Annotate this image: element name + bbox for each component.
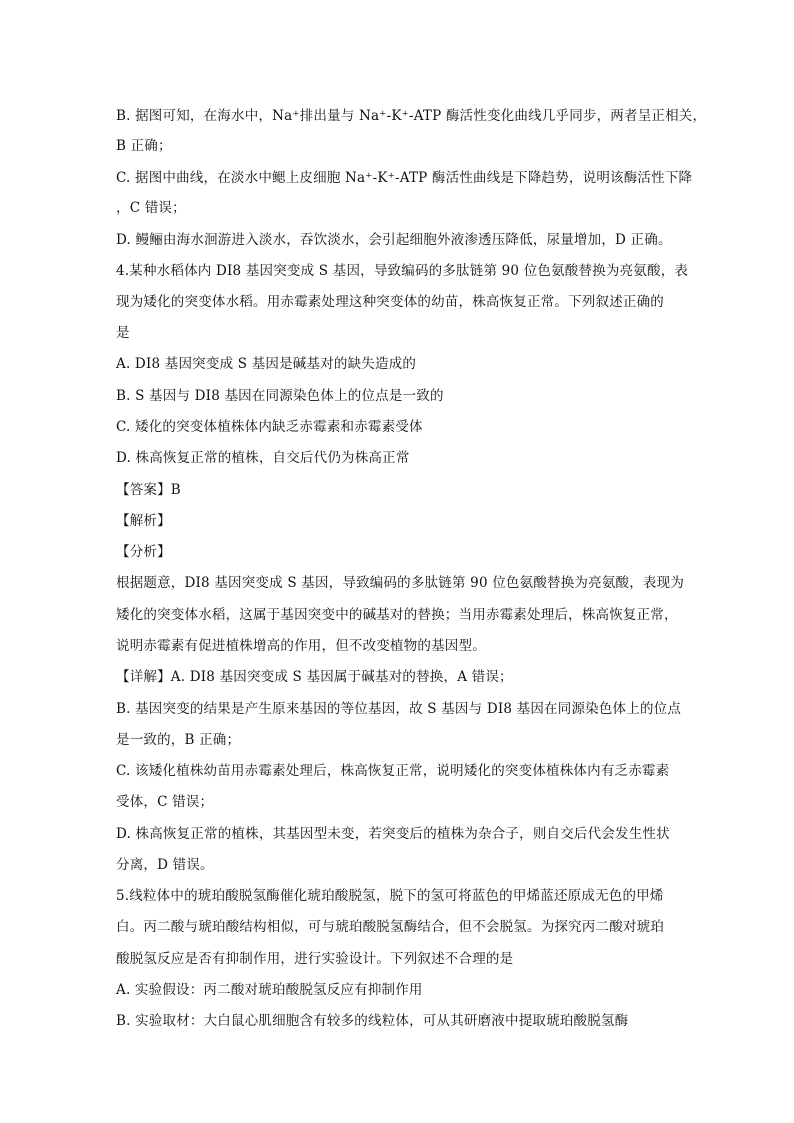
text-line: B 正确； (116, 138, 172, 154)
text-line: D. 鳗鲡由海水洄游进入淡水，吞饮淡水，会引起细胞外液渗透压降低，尿量增加，D 正确。 (116, 232, 672, 248)
text-line: 根据题意，DI8 基因突变成 S 基因，导致编码的多肽链第 90 位色氨酸替换为亮氨酸，表现为 (116, 575, 685, 591)
option-b: B. 实验取材：大白鼠心肌细胞含有较多的线粒体，可从其研磨液中提取琥珀酸脱氢酶 (116, 1013, 629, 1029)
text-line: B. 基因突变的结果是产生原来基因的等位基因，故 S 基因与 DI8 基因在同源染色体上的位点 (116, 701, 682, 717)
text-line: 说明赤霉素有促进植株增高的作用，但不改变植物的基因型。 (116, 638, 486, 654)
text-line: C. 据图中曲线，在淡水中鳃上皮细胞 Na⁺-K⁺-ATP 酶活性曲线是下降趋势，说明该酶活性下降 (116, 170, 693, 186)
detail-line: 【详解】A. DI8 基因突变成 S 基因属于碱基对的替换，A 错误； (116, 669, 513, 685)
text-line: ，C 错误； (116, 200, 186, 216)
text-line: 是一致的，B 正确； (116, 732, 241, 748)
text-line: D. 株高恢复正常的植株，其基因型未变，若突变后的植株为杂合子，则自交后代会发生性状 (116, 826, 670, 842)
option-d: D. 株高恢复正常的植株，自交后代仍为株高正常 (116, 450, 410, 466)
text-line: C. 该矮化植株幼苗用赤霉素处理后，株高恢复正常，说明矮化的突变体植株体内有乏赤霉素 (116, 763, 670, 779)
text-line: 受体，C 错误； (116, 794, 214, 810)
text-line: 白。丙二酸与琥珀酸结构相似，可与琥珀酸脱氢酶结合，但不会脱氢。为探究丙二酸对琥珀 (116, 919, 664, 935)
option-c: C. 矮化的突变体植株体内缺乏赤霉素和赤霉素受体 (116, 419, 423, 435)
text-line: 分离，D 错误。 (116, 857, 214, 873)
text-line: 现为矮化的突变体水稻。用赤霉素处理这种突变体的幼苗，株高恢复正常。下列叙述正确的 (116, 294, 664, 310)
analysis-label: 【解析】 (116, 513, 171, 529)
answer-label: 【答案】B (116, 482, 181, 498)
text-line: B. 据图可知，在海水中，Na⁺排出量与 Na⁺-K⁺-ATP 酶活性变化曲线几乎同步，两者呈正相关， (116, 108, 707, 124)
fenxi-label: 【分析】 (116, 544, 171, 560)
question-4-line: 4.某种水稻体内 DI8 基因突变成 S 基因，导致编码的多肽链第 90 位色氨酸替换为亮氨酸，表 (116, 263, 689, 279)
option-a: A. 实验假设：丙二酸对琥珀酸脱氢反应有抑制作用 (116, 982, 423, 998)
text-line: 是 (116, 325, 130, 341)
option-b: B. S 基因与 DI8 基因在同源染色体上的位点是一致的 (116, 388, 444, 404)
text-line: 酸脱氢反应是否有抑制作用，进行实验设计。下列叙述不合理的是 (116, 951, 514, 967)
text-line: 矮化的突变体水稻，这属于基因突变中的碱基对的替换；当用赤霉素处理后，株高恢复正常， (116, 607, 678, 623)
option-a: A. DI8 基因突变成 S 基因是碱基对的缺失造成的 (116, 356, 417, 372)
question-5-line: 5.线粒体中的琥珀酸脱氢酶催化琥珀酸脱氢，脱下的氢可将蓝色的甲烯蓝还原成无色的甲烯 (116, 888, 664, 904)
